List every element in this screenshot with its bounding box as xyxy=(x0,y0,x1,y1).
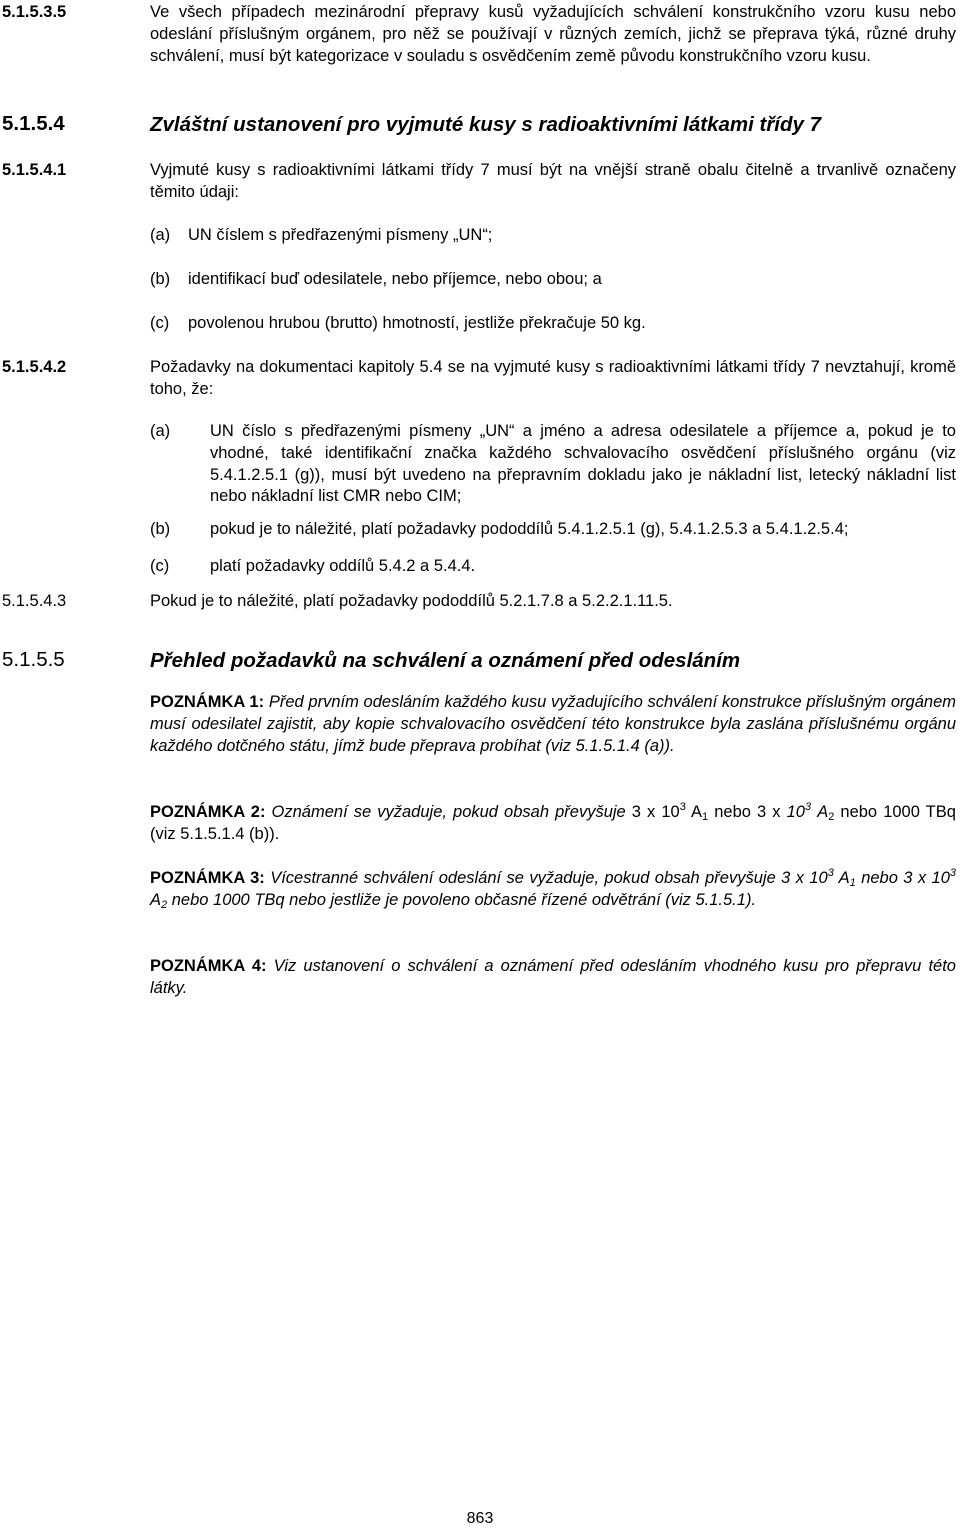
note-subscript: 2 xyxy=(161,898,168,911)
section-number: 5.1.5.4.3 xyxy=(2,592,67,610)
section-intro: Požadavky na dokumentaci kapitoly 5.4 se na vyjmuté kusy s radioaktivními látkami třídy 7 nevztahují, kromě toho, že: xyxy=(150,358,956,398)
note-value: nebo 3 x xyxy=(714,803,781,821)
note-text xyxy=(150,956,956,1000)
heading-number: 5.1.5.4 xyxy=(2,112,65,135)
note-value: 3 x 10 xyxy=(631,803,680,821)
note-label: POZNÁMKA 1: xyxy=(150,693,265,711)
note-value: nebo 3 x 10 xyxy=(861,869,950,887)
note-value: A xyxy=(691,803,703,821)
note-label: POZNÁMKA 3: xyxy=(150,869,265,887)
item-label: (c) xyxy=(150,557,170,575)
note-value: A xyxy=(838,869,850,887)
note-value: nebo 1000 TBq nebo jestliže je povoleno občasné řízené odvětrání (viz 5.1.5.1). xyxy=(171,890,757,909)
item-text: platí požadavky oddílů 5.4.2 a 5.4.4. xyxy=(210,557,476,575)
note-body: Viz ustanovení o schválení a oznámení před odesláním vhodného kusu pro přepravu této látky. xyxy=(150,957,956,997)
note-exponent: 3 xyxy=(679,801,686,813)
heading-title: Přehled požadavků na schválení a oznámení před odesláním xyxy=(150,649,741,672)
note-exponent: 3 xyxy=(827,867,834,879)
note-label: POZNÁMKA 2: xyxy=(150,803,266,821)
note-label: POZNÁMKA 4: xyxy=(150,957,267,975)
section-text: Pokud je to náležité, platí požadavky pododdílů 5.2.1.7.8 a 5.2.2.1.11.5. xyxy=(150,592,673,610)
note-value: 10 xyxy=(786,803,805,821)
note-value: A xyxy=(150,890,162,909)
note-exponent: 3 xyxy=(804,801,812,813)
item-text: UN číslem s předřazenými písmeny „UN“; xyxy=(188,226,493,244)
note-value: nebo 1000 TBq (viz 5.1.5.1.4 (b)). xyxy=(150,803,956,843)
item-label: (b) xyxy=(150,270,171,288)
item-label: (a) xyxy=(150,226,171,244)
section-intro: Vyjmuté kusy s radioaktivními látkami třídy 7 musí být na vnější straně obalu čitelně a trvanlivě označeny těmito údaji: xyxy=(150,161,956,201)
note-value: 3 x 10 xyxy=(781,869,828,887)
note-body: Před prvním odesláním každého kusu vyžadujícího schválení konstrukce příslušným orgánem musí odesilatel zajistit, aby kopie schvalovacího osvědčení této konstrukce byla zaslána příslušnému orgánu každého dotčného státu, jímž bude přeprava probíhat (viz 5.1.5.1.4 (a)). xyxy=(150,693,956,755)
section-number: 5.1.5.3.5 xyxy=(2,3,67,21)
item-text: identifikací buď odesilatele, nebo příjemce, nebo obou; a xyxy=(188,270,602,288)
note-subscript: 2 xyxy=(828,811,835,823)
item-text: UN číslo s předřazenými písmeny „UN“ a jméno a adresa odesilatele a příjemce a, pokud je to vhodné, také identifikační značka každého schvalovacího osvědčení příslušného orgánu (viz 5.4.1.2.5.1 (g)), musí být uvedeno na přepravním dokladu jako je nákladní list, letecký nákladní list nebo nákladní list CMR nebo CIM; xyxy=(210,422,956,506)
note-subscript: 1 xyxy=(702,811,709,823)
section-number: 5.1.5.4.2 xyxy=(2,358,67,376)
note-exponent: 3 xyxy=(949,867,956,879)
item-label: (b) xyxy=(150,520,171,538)
page-number: 863 xyxy=(466,1510,494,1527)
note-value: A xyxy=(817,803,829,821)
item-label: (c) xyxy=(150,314,170,332)
section-number: 5.1.5.4.1 xyxy=(2,161,67,179)
heading-number: 5.1.5.5 xyxy=(2,648,65,671)
heading-title: Zvláštní ustanovení pro vyjmuté kusy s radioaktivními látkami třídy 7 xyxy=(150,113,822,136)
item-text: pokud je to náležité, platí požadavky pododdílů 5.4.1.2.5.1 (g), 5.4.1.2.5.3 a 5.4.1.2.5.4; xyxy=(210,520,849,538)
note-subscript: 1 xyxy=(849,877,856,889)
note-text xyxy=(150,802,956,846)
section-text: Ve všech případech mezinárodní přepravy kusů vyžadujících schválení konstrukčního vzoru kusu nebo odeslání příslušným orgánem, pro něž se používají v různých zemích, jichž se přeprava týká, různé druhy schválení, musí být kategorizace v souladu s osvědčením země původu konstrukčního vzoru kusu. xyxy=(150,3,956,65)
item-label: (a) xyxy=(150,422,171,440)
note-body: Vícestranné schválení odeslání se vyžaduje, pokud obsah převyšuje xyxy=(270,869,776,887)
note-text xyxy=(150,868,956,912)
note-text xyxy=(150,692,956,757)
item-text: povolenou hrubou (brutto) hmotností, jestliže překračuje 50 kg. xyxy=(188,314,646,332)
note-body: Oznámení se vyžaduje, pokud obsah převyšuje xyxy=(271,803,626,821)
